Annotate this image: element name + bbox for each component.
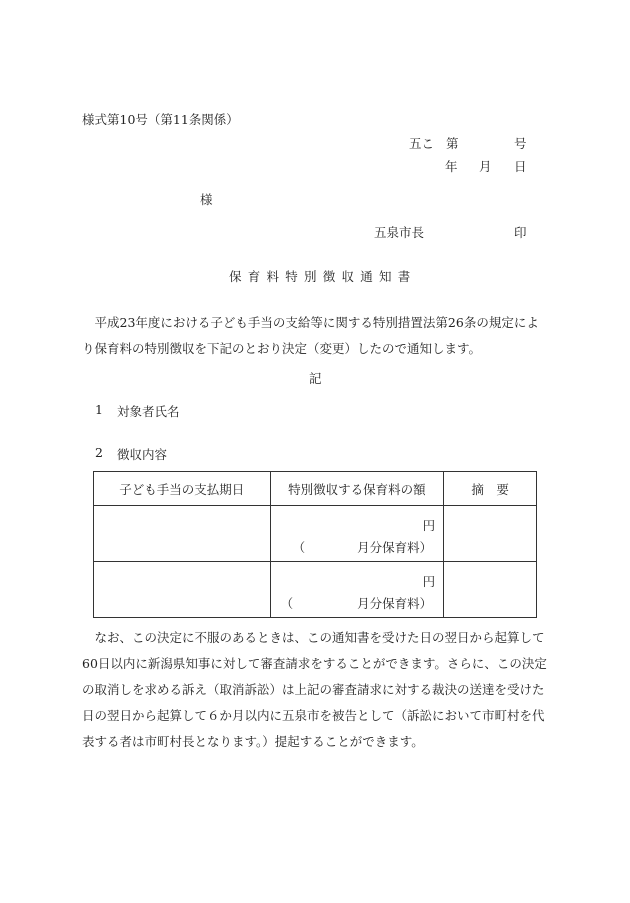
yen-unit: 円 bbox=[422, 518, 436, 533]
table-row bbox=[94, 506, 537, 562]
document-title: 保育料特別徴収通知書 bbox=[229, 269, 417, 284]
doc-number-prefix: 五こ bbox=[409, 136, 435, 151]
date-year: 年 bbox=[445, 159, 458, 174]
remarks-cell bbox=[444, 506, 537, 562]
paren-open: （ bbox=[280, 596, 294, 611]
levy-amount-cell bbox=[270, 562, 444, 618]
notice-paragraph bbox=[82, 625, 548, 755]
table-row bbox=[94, 562, 537, 618]
period-label: 月分保育料） bbox=[357, 540, 433, 555]
doc-number-dai: 第 bbox=[446, 136, 459, 151]
item-2-number: 2 bbox=[95, 445, 103, 460]
date-month: 月 bbox=[479, 159, 492, 174]
levy-amount-cell bbox=[270, 506, 444, 562]
notice-text: なお、この決定に不服のあるときは、この通知書を受けた日の翌日から起算して60日以内に新潟県知事に対して審査請求をすることができます。さらに、この決定の取消しを求める訴え（取消訴訟）は上記の審査請求に対する裁決の送達を受けた日の翌日から起算して６か月以内に五泉市を被告として（訴訟において市町村を代表する者は市町村長となります。）提起することができます。 bbox=[82, 630, 547, 749]
seal-mark: 印 bbox=[514, 225, 527, 240]
payment-date-cell bbox=[94, 562, 271, 618]
date-day: 日 bbox=[514, 159, 527, 174]
period-label: 月分保育料） bbox=[357, 596, 433, 611]
intro-text: 平成23年度における子ども手当の支給等に関する特別措置法第26条の規定により保育料の特別徴収を下記のとおり決定（変更）したので通知します。 bbox=[82, 315, 539, 356]
header-remarks: 摘 要 bbox=[444, 472, 537, 506]
issuer-title: 五泉市長 bbox=[374, 225, 425, 240]
ki-heading: 記 bbox=[309, 371, 322, 386]
fee-month-period bbox=[293, 538, 433, 556]
levy-table bbox=[93, 471, 537, 618]
item-1-label: 対象者氏名 bbox=[117, 404, 180, 419]
fee-month-period bbox=[281, 594, 433, 612]
doc-number-go: 号 bbox=[514, 136, 527, 151]
table-header-row bbox=[94, 472, 537, 506]
item-1-number: 1 bbox=[95, 402, 103, 417]
form-number: 様式第10号（第11条関係） bbox=[82, 112, 239, 127]
header-payment-date: 子ども手当の支払期日 bbox=[94, 472, 271, 506]
remarks-cell bbox=[444, 562, 537, 618]
intro-paragraph bbox=[82, 310, 548, 362]
yen-unit: 円 bbox=[422, 574, 436, 589]
item-2-label: 徴収内容 bbox=[117, 447, 168, 462]
addressee-suffix: 様 bbox=[200, 192, 213, 207]
paren-open: （ bbox=[292, 540, 306, 555]
header-levy-amount: 特別徴収する保育料の額 bbox=[270, 472, 444, 506]
payment-date-cell bbox=[94, 506, 271, 562]
